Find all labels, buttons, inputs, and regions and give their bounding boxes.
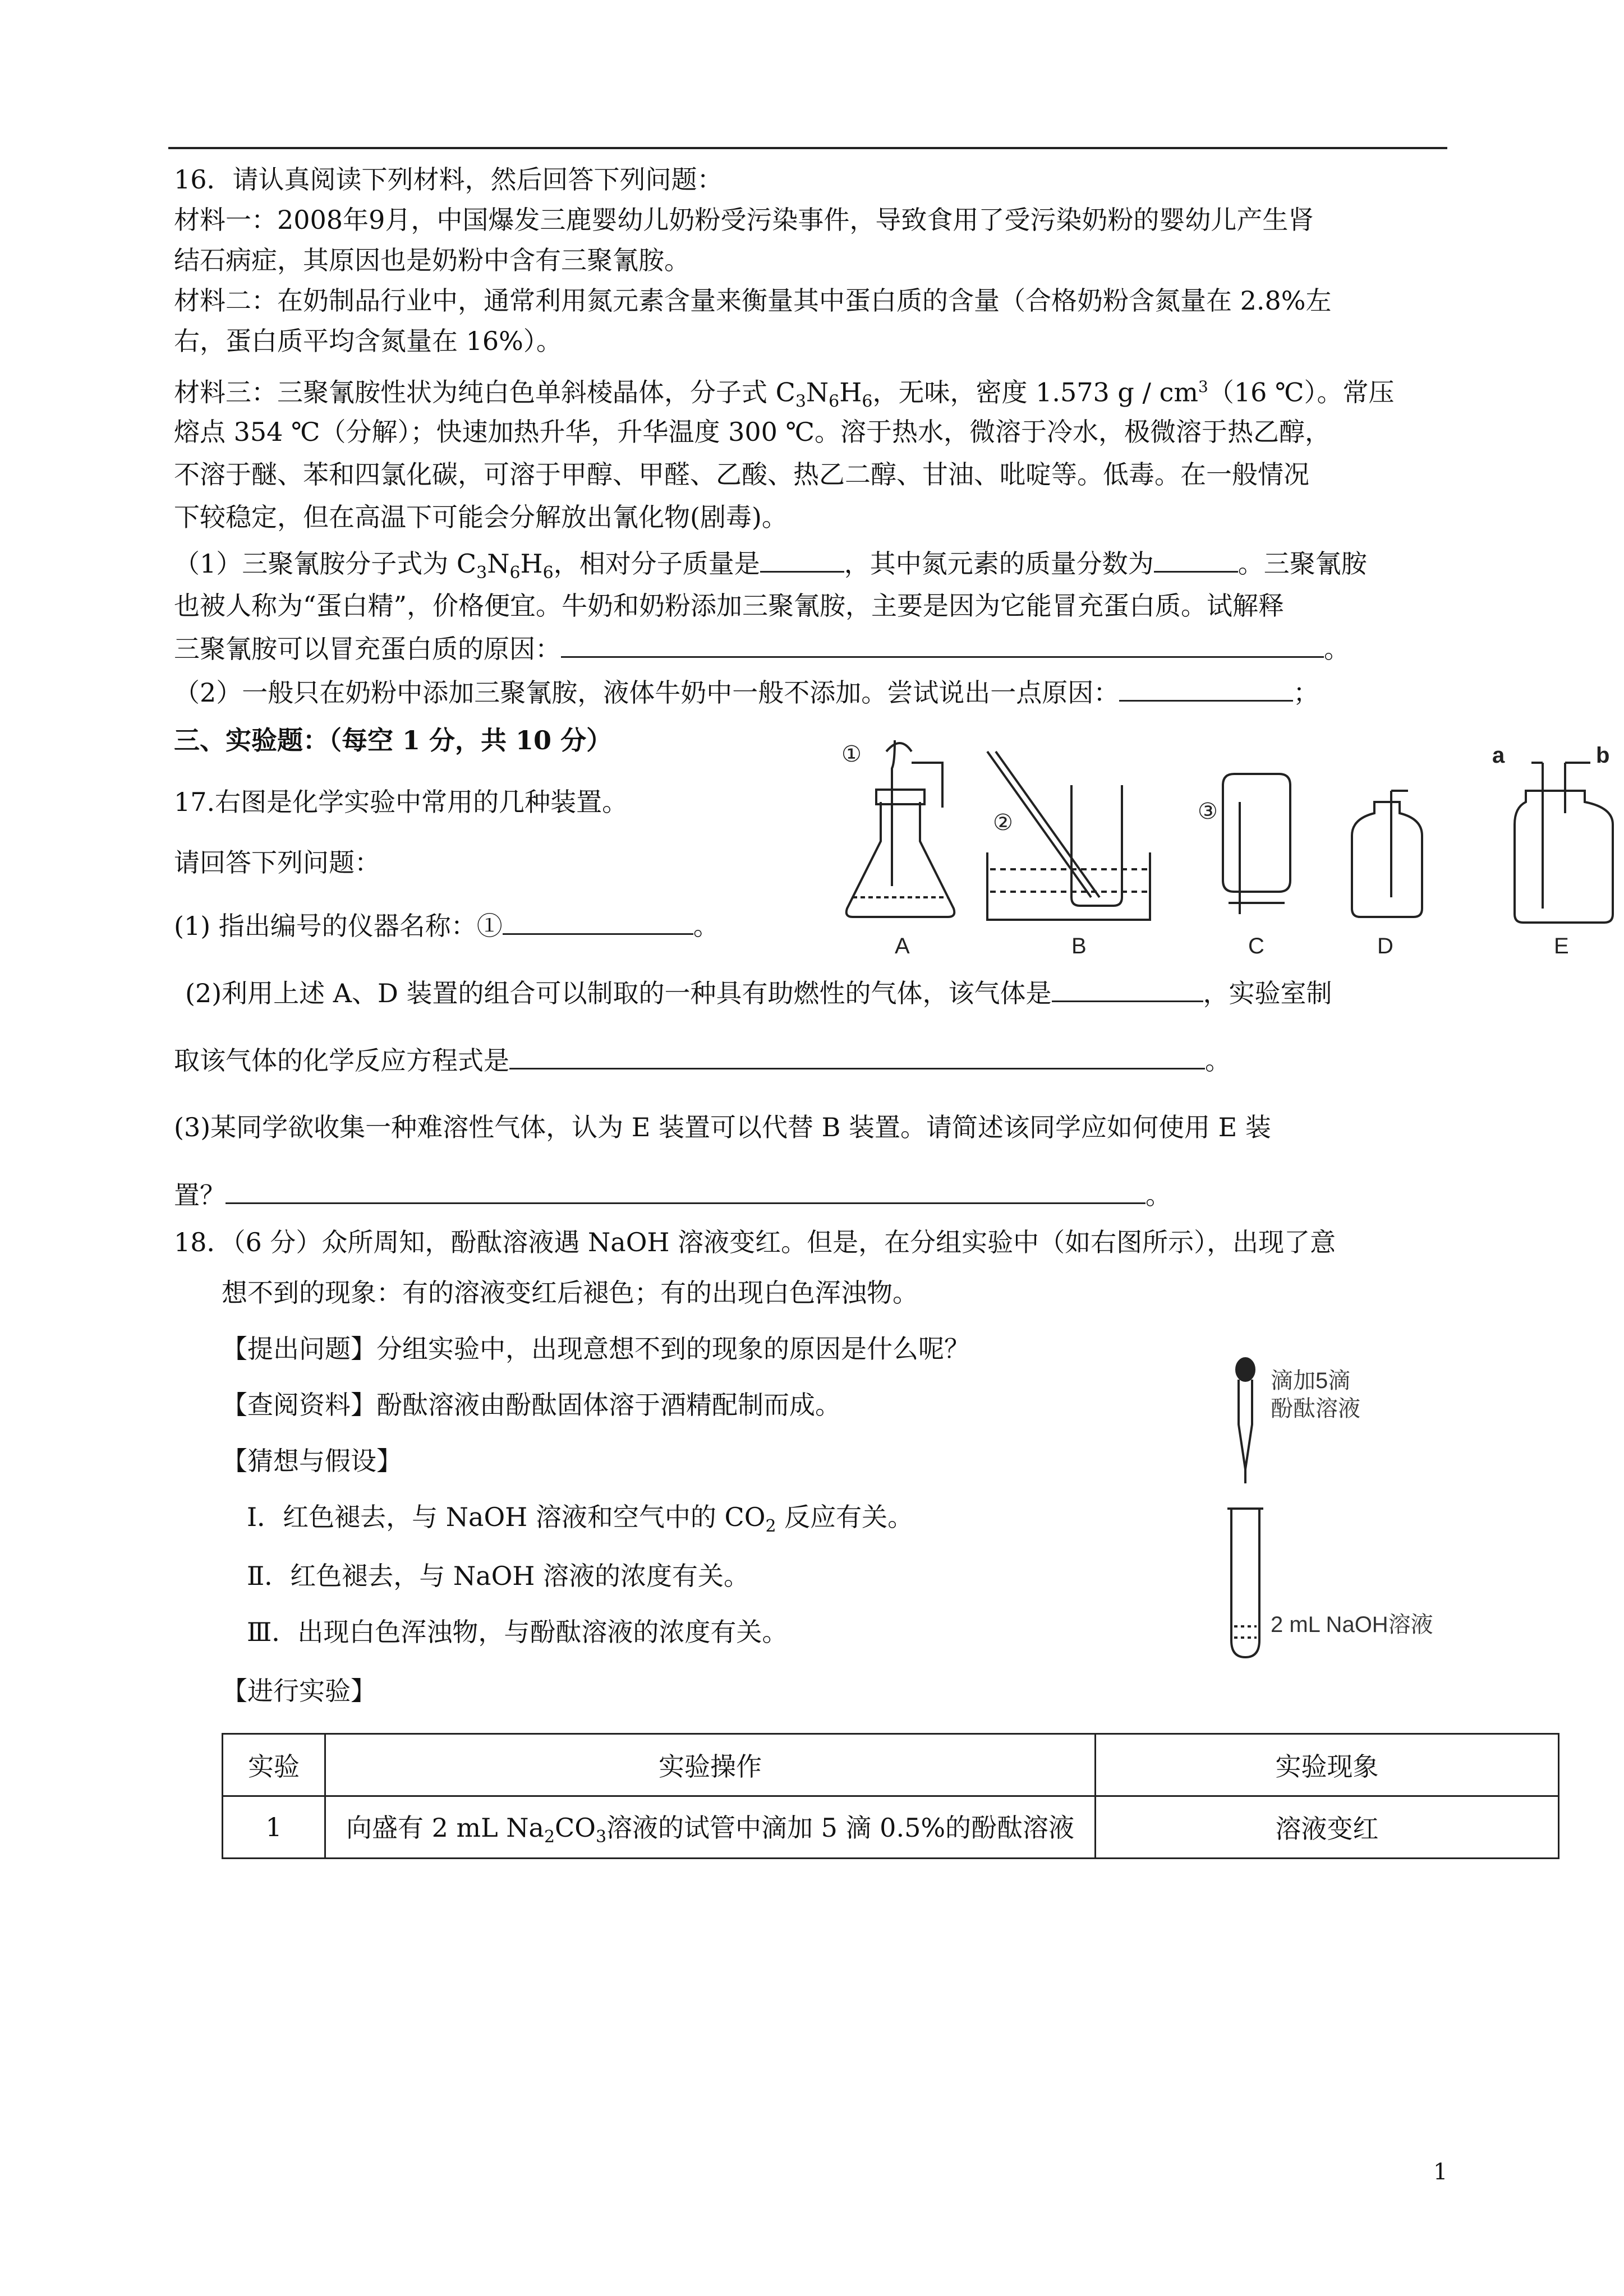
table-row: [223, 1796, 1559, 1859]
q17-part2-line1: (2)利用上述 A、D 装置的组合可以制取的一种具有助燃性的气体，该气体是 ，实验室制: [185, 976, 1332, 1010]
q16-material1-line1: 材料一：2008年9月，中国爆发三鹿婴幼儿奶粉受污染事件，导致食用了受污染奶粉的婴幼儿产生肾: [174, 205, 1314, 235]
q18-ref: 【查阅资料】酚酞溶液由酚酞固体溶于酒精配制而成。: [222, 1390, 841, 1420]
label-d: D: [1377, 934, 1393, 958]
q16-material3-line3: 不溶于醚、苯和四氯化碳，可溶于甲醇、甲醛、乙酸、热乙二醇、甘油、吡啶等。低毒。在一般情况: [174, 459, 1309, 490]
header-phenomenon: 实验现象: [1096, 1734, 1559, 1796]
apparatus-c: [1223, 774, 1290, 914]
q17-part3-line1: (3)某同学欲收集一种难溶性气体，认为 E 装置可以代替 B 装置。请简述该同学应如何使用 E 装: [174, 1112, 1271, 1142]
apparatus-e: [1515, 763, 1613, 923]
table-header-row: [223, 1734, 1559, 1796]
mark-1: ①: [841, 742, 862, 767]
q17-part2-line2: 取该气体的化学反应方程式是 。: [174, 1043, 1231, 1077]
port-a: a: [1492, 743, 1505, 768]
q17-part1: (1) 指出编号的仪器名称：① 。: [174, 909, 719, 943]
q16-material3-line2: 熔点 354 ℃（分解）；快速加热升华，升华温度 300 ℃。溶于热水，微溶于冷水，极微溶于热乙醇，: [174, 417, 1331, 447]
label-c: C: [1248, 934, 1264, 958]
q16-part1-line2: 也被人称为“蛋白精”，价格便宜。牛奶和奶粉添加三聚氰胺，主要是因为它能冒充蛋白质。试解释: [174, 591, 1285, 621]
answer-blank-instrument-name[interactable]: [503, 909, 693, 935]
q18-hypothesis-2: Ⅱ．红色褪去，与 NaOH 溶液的浓度有关。: [247, 1561, 750, 1591]
q17-line2: 请回答下列问题：: [174, 847, 380, 878]
q18-hypothesis: 【猜想与假设】: [222, 1446, 402, 1476]
mark-3: ③: [1198, 799, 1218, 824]
drop-label-2: 酚酞溶液: [1271, 1396, 1360, 1421]
experiment-table: [222, 1733, 1559, 1859]
q17-part3-line2: 置？ 。: [174, 1178, 1171, 1212]
tube-label: 2 mL NaOH溶液: [1271, 1612, 1433, 1637]
answer-blank-reason[interactable]: [561, 631, 1324, 658]
answer-blank-nitrogen-fraction[interactable]: [1154, 546, 1238, 573]
q17-line1: 17.右图是化学实验中常用的几种装置。: [174, 787, 628, 817]
q18-hypothesis-3: Ⅲ．出现白色浑浊物，与酚酞溶液的浓度有关。: [247, 1617, 788, 1647]
q16-intro: 16．请认真阅读下列材料，然后回答下列问题：: [174, 164, 723, 195]
apparatus-a: [846, 740, 955, 917]
answer-blank-gas[interactable]: [1052, 976, 1203, 1002]
row-number: 1: [223, 1796, 325, 1859]
mark-2: ②: [993, 810, 1013, 835]
drop-label-1: 滴加5滴: [1271, 1368, 1351, 1393]
page-number: 1: [1433, 2159, 1448, 2185]
answer-blank-molar-mass[interactable]: [760, 546, 844, 573]
answer-blank-equation[interactable]: [509, 1043, 1205, 1069]
q16-part1-line1: （1）三聚氰胺分子式为 $C_3N_6H_6$，相对分子质量是 ，其中氮元素的质量分数为 。三聚氰胺: [174, 546, 1367, 590]
q16-material3-line4: 下较稳定，但在高温下可能会分解放出氰化物(剧毒)。: [174, 502, 788, 532]
row-result: 溶液变红: [1096, 1796, 1559, 1859]
q18-line2: 想不到的现象：有的溶液变红后褪色；有的出现白色浑浊物。: [222, 1278, 918, 1308]
answer-blank-usage[interactable]: [226, 1178, 1145, 1204]
apparatus-b: [987, 751, 1150, 920]
q16-material2-line1: 材料二：在奶制品行业中，通常利用氮元素含量来衡量其中蛋白质的含量（合格奶粉含氮量在 2.8%左: [174, 285, 1332, 316]
q16-material3-line1: 材料三：三聚氰胺性状为纯白色单斜棱晶体，分子式 $C_3N_6H_6$，无味，密度 1.573 g / $cm^3(16$ ℃）。常压: [174, 377, 1395, 412]
row-operation: 向盛有 2 mL $Na_2CO_3$溶液的试管中滴加 5 滴 0.5%的酚酞溶液: [325, 1796, 1096, 1859]
q18-ask: 【提出问题】分组实验中，出现意想不到的现象的原因是什么呢？: [222, 1334, 970, 1364]
q16-material1-line2: 结石病症，其原因也是奶粉中含有三聚氰胺。: [174, 245, 690, 275]
label-a: A: [895, 934, 910, 958]
label-e: E: [1554, 934, 1569, 958]
q16-part2: （2）一般只在奶粉中添加三聚氰胺，液体牛奶中一般不添加。尝试说出一点原因： ；: [174, 675, 1319, 709]
apparatus-figure: [836, 729, 1624, 965]
header-operation: 实验操作: [325, 1734, 1096, 1796]
header-experiment: 实验: [223, 1734, 325, 1796]
header-rule: [168, 147, 1447, 149]
q16-part1-line3: 三聚氰胺可以冒充蛋白质的原因： 。: [174, 631, 1350, 666]
section3-title: 三、实验题：（每空 1 分，共 10 分）: [174, 725, 613, 755]
q18-line1: 18．（6 分）众所周知，酚酞溶液遇 NaOH 溶液变红。但是，在分组实验中（如右图所示），出现了意: [174, 1227, 1336, 1257]
q16-material2-line2: 右，蛋白质平均含氮量在 16%）。: [174, 326, 562, 356]
apparatus-d: [1352, 791, 1422, 917]
label-b: B: [1071, 934, 1087, 958]
port-b: b: [1596, 743, 1610, 768]
test-tube-figure: [1217, 1357, 1475, 1660]
answer-blank-milk-reason[interactable]: [1119, 675, 1293, 702]
q18-hypothesis-1: Ⅰ．红色褪去，与 NaOH 溶液和空气中的 $CO_2$ 反应有关。: [247, 1502, 914, 1537]
q18-experiment: 【进行实验】: [222, 1676, 376, 1706]
